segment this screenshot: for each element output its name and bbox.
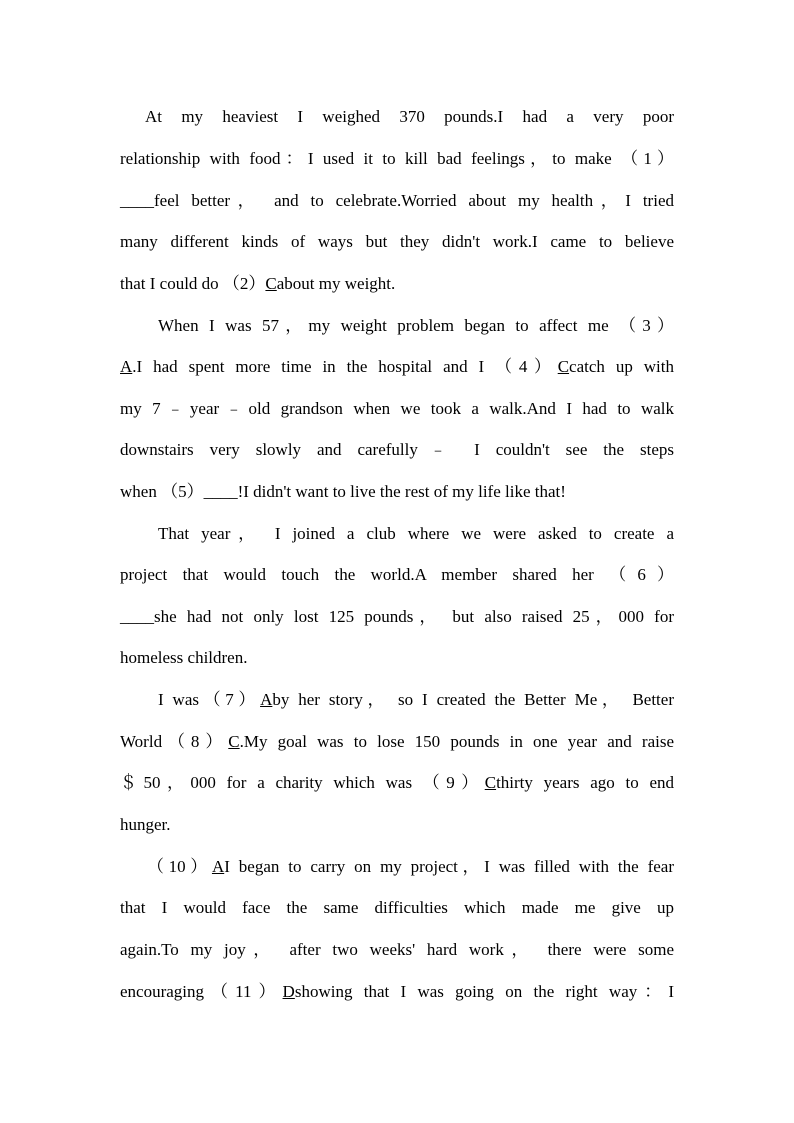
text-line: many different kinds of ways but they didn't work.I came to believe — [120, 232, 674, 251]
text-line: At my heaviest I weighed 370 pounds.I had a very poor — [145, 107, 674, 126]
text-line: World（8）C.My goal was to lose 150 pounds in one year and raise — [120, 732, 675, 751]
text-line: again.To my joy， after two weeks' hard work， there were some — [120, 940, 674, 959]
text-line: that I could do （2）Cabout my weight. — [120, 274, 396, 293]
text-line: that I would face the same difficulties which made me give up — [120, 898, 674, 917]
text-line: ＄50，000 for a charity which was （9）Cthirty years ago to end — [120, 773, 674, 792]
text-line: relationship with food：I used it to kill bad feelings，to make （1） — [120, 149, 674, 168]
text-line: when （5）____!I didn't want to live the rest of my life like that! — [120, 482, 566, 501]
text-line: When I was 57，my weight problem began to affect me （3） — [158, 316, 674, 335]
answer-underlined: D — [282, 982, 295, 1001]
text-line: hunger. — [120, 815, 171, 834]
text-line: encouraging（11）Dshowing that I was going on the right way：I — [120, 982, 674, 1001]
text-line: A.I had spent more time in the hospital and I （4）Ccatch up with — [120, 357, 674, 376]
text-line: my 7﹣year﹣old grandson when we took a walk.And I had to walk — [120, 399, 674, 418]
answer-underlined: A — [211, 857, 225, 876]
text-line: （10）AI began to carry on my project，I was filled with the fear — [147, 857, 674, 876]
answer-underlined: A — [260, 690, 273, 709]
answer-underlined: C — [484, 773, 497, 792]
answer-underlined: C — [228, 732, 240, 751]
text-line: That year， I joined a club where we were asked to create a — [158, 524, 674, 543]
text-line: homeless children. — [120, 648, 248, 667]
answer-underlined: C — [265, 274, 277, 293]
text-line: downstairs very slowly and carefully﹣ I couldn't see the steps — [120, 440, 674, 459]
answer-underlined: C — [557, 357, 570, 376]
text-line: ____she had not only lost 125 pounds， but also raised 25，000 for — [120, 607, 674, 626]
answer-underlined: A — [120, 357, 133, 376]
text-line: I was（7）Aby her story， so I created the Better Me， Better — [158, 690, 674, 709]
text-line: project that would touch the world.A member shared her （6） — [120, 565, 674, 584]
text-line: ____feel better， and to celebrate.Worried about my health，I tried — [120, 191, 674, 210]
